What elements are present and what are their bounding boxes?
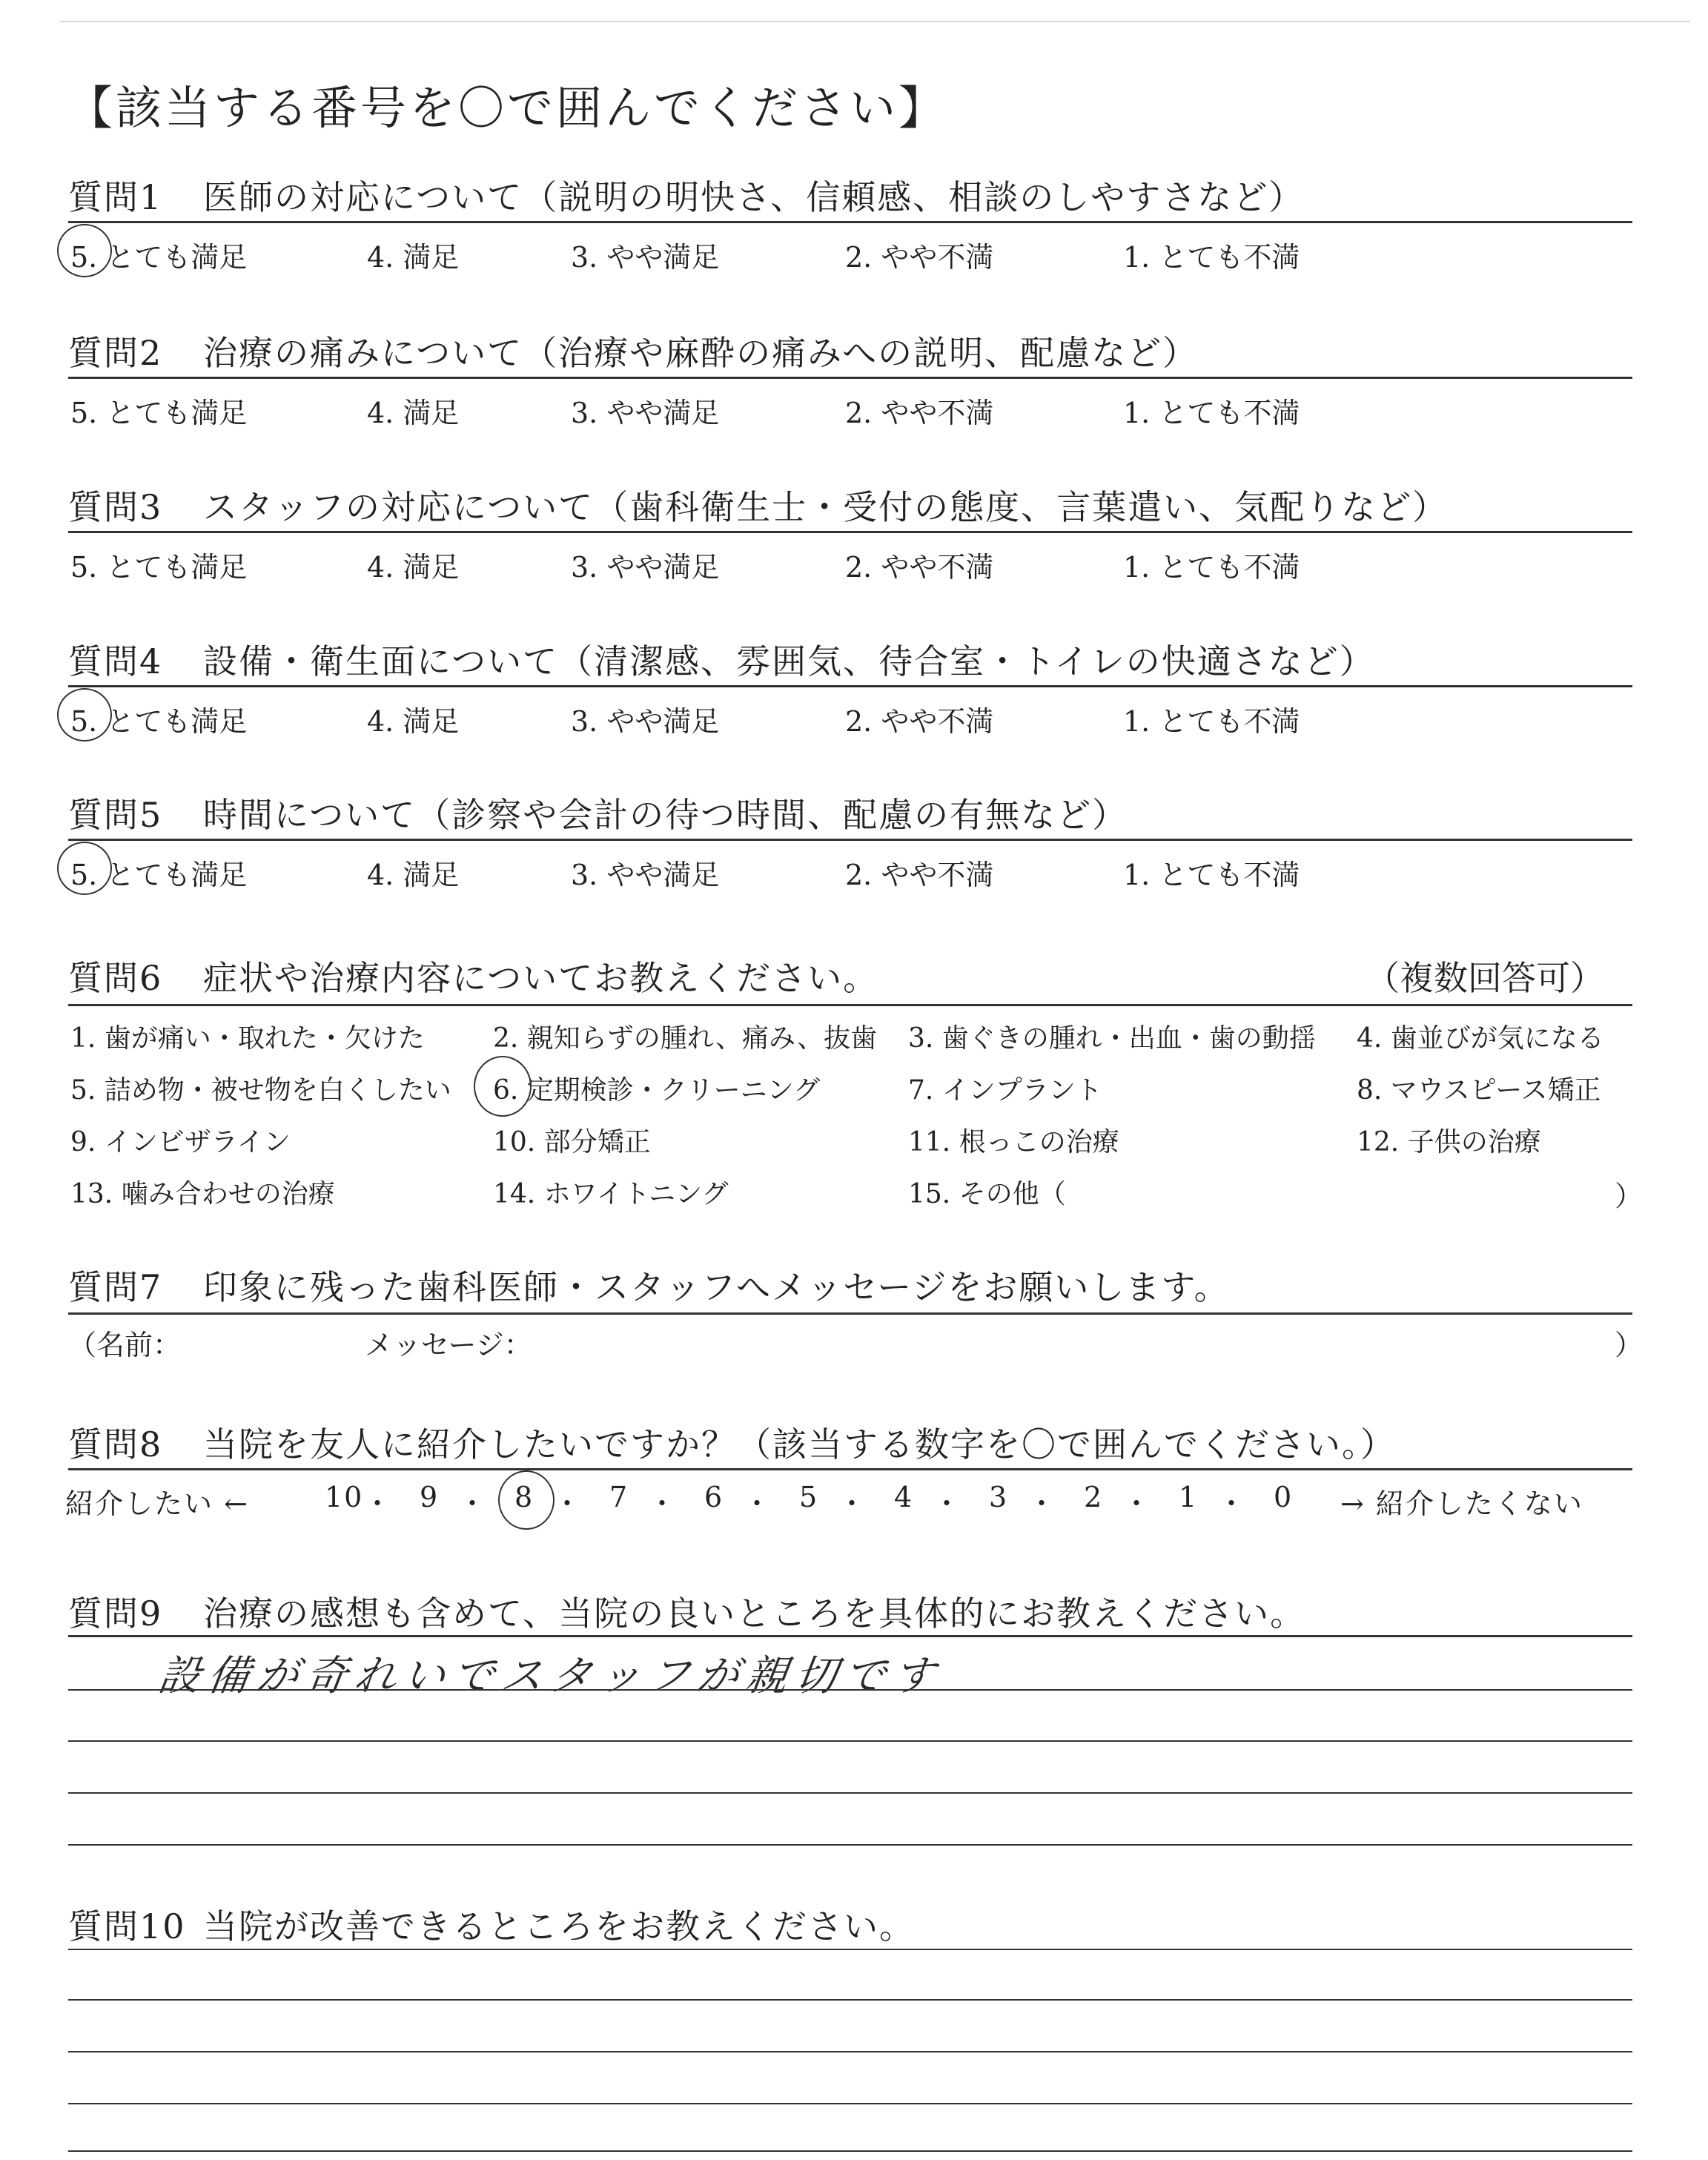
writing-line [68, 1792, 1632, 1794]
rating-option[interactable]: 2. やや不満 [845, 705, 994, 738]
scale-separator-dot: ・ [1027, 1487, 1058, 1520]
answer-rule [68, 221, 1632, 223]
q6-option-14[interactable]: 14. ホワイトニング [493, 1179, 729, 1209]
scale-value-6[interactable]: 6 [704, 1481, 724, 1513]
scale-value-8[interactable]: 8 [514, 1481, 534, 1513]
q6-option-2[interactable]: 2. 親知らずの腫れ、痛み、抜歯 [493, 1023, 878, 1054]
selected-circle-mark [57, 688, 112, 742]
question-number: 質問9 [68, 1593, 163, 1634]
question-number: 質問8 [68, 1424, 163, 1464]
scale-right-label: → 紹介したくない [1340, 1487, 1583, 1520]
rating-option[interactable]: 4. 満足 [367, 241, 460, 274]
writing-line [68, 1844, 1632, 1846]
question-number: 質問4 [68, 641, 163, 681]
q6-option-12[interactable]: 12. 子供の治療 [1357, 1127, 1541, 1157]
scale-value-7[interactable]: 7 [609, 1481, 629, 1513]
question-text: 症状や治療内容についてお教えください。 [203, 958, 879, 998]
rating-option[interactable]: 5. とても満足 [70, 397, 248, 429]
question-number: 質問10 [68, 1906, 186, 1946]
scale-value-10[interactable]: 10 [325, 1481, 364, 1513]
scale-value-4[interactable]: 4 [894, 1481, 914, 1513]
q6-option-11[interactable]: 11. 根っこの治療 [908, 1127, 1119, 1157]
rating-option[interactable]: 2. やや不満 [845, 397, 994, 429]
rating-option[interactable]: 4. 満足 [367, 551, 460, 584]
rating-options-row [70, 698, 1553, 736]
rating-option[interactable]: 4. 満足 [367, 397, 460, 429]
writing-line [68, 2103, 1632, 2104]
selected-circle-mark [474, 1056, 532, 1117]
scale-value-3[interactable]: 3 [989, 1481, 1009, 1513]
question-number: 質問1 [68, 177, 163, 217]
question-number: 質問3 [68, 487, 163, 527]
scale-separator-dot: ・ [1122, 1487, 1153, 1520]
rating-options-row [70, 390, 1553, 427]
question-text: 当院が改善できるところをお教えください。 [203, 1906, 915, 1946]
message-label: メッセージ： [365, 1329, 532, 1361]
rating-option[interactable]: 5. とても満足 [70, 241, 248, 274]
message-close-paren: ） [1615, 1329, 1644, 1361]
scale-separator-dot: ・ [458, 1487, 489, 1520]
question-text: 当院を友人に紹介したいですか？（該当する数字を〇で囲んでください。） [203, 1424, 1396, 1464]
scale-value-0[interactable]: 0 [1274, 1481, 1294, 1513]
question-text: 医師の対応について（説明の明快さ、信頼感、相談のしやすさなど） [203, 177, 1305, 217]
writing-line [68, 2150, 1632, 2152]
scale-separator-dot: ・ [1217, 1487, 1248, 1520]
rating-option[interactable]: 1. とても不満 [1123, 397, 1300, 429]
rating-options-row [70, 852, 1553, 889]
question-7-title [68, 1261, 1230, 1309]
rating-option[interactable]: 2. やや不満 [845, 859, 994, 891]
rating-option[interactable]: 1. とても不満 [1123, 241, 1300, 274]
question-4-title [68, 635, 1375, 684]
writing-line [68, 1999, 1632, 2001]
name-label: （名前： [68, 1329, 182, 1361]
answer-rule [68, 839, 1632, 841]
multiple-answers-note: （複数回答可） [1366, 958, 1604, 998]
question-text: 治療の痛みについて（治療や麻酔の痛みへの説明、配慮など） [203, 333, 1199, 373]
scale-separator-dot: ・ [933, 1487, 963, 1520]
other-close-paren: ） [1615, 1180, 1644, 1212]
answer-rule [68, 1635, 1632, 1637]
writing-line [68, 1949, 1632, 1950]
question-2-title [68, 326, 1198, 375]
selected-circle-mark [57, 224, 112, 277]
question-number: 質問5 [68, 795, 163, 835]
scale-separator-dot: ・ [363, 1487, 394, 1520]
question-9-title [68, 1587, 1305, 1636]
rating-option[interactable]: 4. 満足 [367, 859, 460, 891]
question-10-title [68, 1900, 915, 1949]
handwritten-answer: 設備が奇れいでスタッフが親切です [155, 1652, 945, 1700]
answer-rule [68, 685, 1632, 687]
question-6-title [68, 951, 878, 1000]
rating-option[interactable]: 3. やや満足 [571, 859, 720, 891]
q6-option-6[interactable]: 6. 定期検診・クリーニング [493, 1075, 821, 1106]
q6-option-3[interactable]: 3. 歯ぐきの腫れ・出血・歯の動揺 [908, 1023, 1316, 1054]
question-text: スタッフの対応について（歯科衛生士・受付の態度、言葉遣い、気配りなど） [203, 487, 1449, 527]
question-3-title [68, 480, 1448, 529]
rating-option[interactable]: 5. とても満足 [70, 705, 248, 738]
answer-rule [68, 1312, 1632, 1315]
rating-option[interactable]: 1. とても不満 [1123, 705, 1300, 738]
q6-option-10[interactable]: 10. 部分矯正 [493, 1127, 651, 1157]
scale-value-9[interactable]: 9 [420, 1481, 440, 1513]
question-number: 質問7 [68, 1267, 163, 1307]
question-text: 治療の感想も含めて、当院の良いところを具体的にお教えください。 [203, 1593, 1306, 1634]
q6-option-5[interactable]: 5. 詰め物・被せ物を白くしたい [70, 1075, 451, 1106]
top-border [59, 21, 1690, 22]
q6-option-7[interactable]: 7. インプラント [908, 1075, 1102, 1106]
rating-option[interactable]: 1. とても不満 [1123, 551, 1300, 584]
question-5-title [68, 788, 1128, 837]
rating-option[interactable]: 3. やや満足 [571, 551, 720, 584]
selected-circle-mark [498, 1470, 555, 1530]
scale-separator-dot: ・ [648, 1487, 678, 1520]
rating-option[interactable]: 3. やや満足 [571, 397, 720, 429]
scale-separator-dot: ・ [743, 1487, 773, 1520]
q6-option-15[interactable]: 15. その他（ [908, 1179, 1066, 1209]
rating-option[interactable]: 1. とても不満 [1123, 859, 1300, 891]
q6-option-1[interactable]: 1. 歯が痛い・取れた・欠けた [70, 1023, 425, 1054]
q6-option-4[interactable]: 4. 歯並びが気になる [1357, 1023, 1604, 1054]
question-1-title [68, 171, 1304, 219]
scale-separator-dot: ・ [553, 1487, 583, 1520]
q7-fields [68, 1322, 532, 1363]
rating-option[interactable]: 3. やや満足 [571, 705, 720, 738]
q6-option-8[interactable]: 8. マウスピース矯正 [1357, 1075, 1601, 1106]
question-number: 質問6 [68, 958, 163, 998]
rating-options-row [70, 234, 1553, 274]
scale-value-5[interactable]: 5 [799, 1481, 819, 1513]
question-text: 時間について（診察や会計の待つ時間、配慮の有無など） [203, 795, 1128, 835]
question-text: 設備・衛生面について（清潔感、雰囲気、待合室・トイレの快適さなど） [203, 641, 1375, 681]
rating-option[interactable]: 4. 満足 [367, 705, 460, 738]
scale-separator-dot: ・ [838, 1487, 868, 1520]
rating-option[interactable]: 2. やや不満 [845, 551, 994, 584]
rating-option[interactable]: 2. やや不満 [845, 241, 994, 274]
rating-option[interactable]: 5. とても満足 [70, 859, 248, 891]
question-8-title [68, 1418, 1396, 1467]
recommend-scale [65, 1481, 1644, 1518]
answer-rule [68, 377, 1632, 379]
rating-option[interactable]: 5. とても満足 [70, 551, 248, 584]
rating-options-row [70, 544, 1553, 584]
question-number: 質問2 [68, 333, 163, 373]
selected-circle-mark [57, 842, 112, 895]
answer-rule [68, 531, 1632, 533]
form-header: 【該当する番号を〇で囲んでください】 [67, 81, 948, 135]
scale-value-1[interactable]: 1 [1179, 1481, 1199, 1513]
writing-line [68, 2051, 1632, 2052]
q6-option-13[interactable]: 13. 噛み合わせの治療 [70, 1179, 335, 1209]
q6-option-9[interactable]: 9. インビザライン [70, 1127, 291, 1157]
scale-left-label: 紹介したい ← [65, 1487, 249, 1520]
writing-line [68, 1689, 1632, 1691]
rating-option[interactable]: 3. やや満足 [571, 241, 720, 274]
writing-line [68, 1740, 1632, 1742]
scale-value-2[interactable]: 2 [1084, 1481, 1104, 1513]
answer-rule [68, 1468, 1632, 1470]
question-text: 印象に残った歯科医師・スタッフへメッセージをお願いします。 [203, 1267, 1230, 1307]
answer-rule [68, 1004, 1632, 1006]
